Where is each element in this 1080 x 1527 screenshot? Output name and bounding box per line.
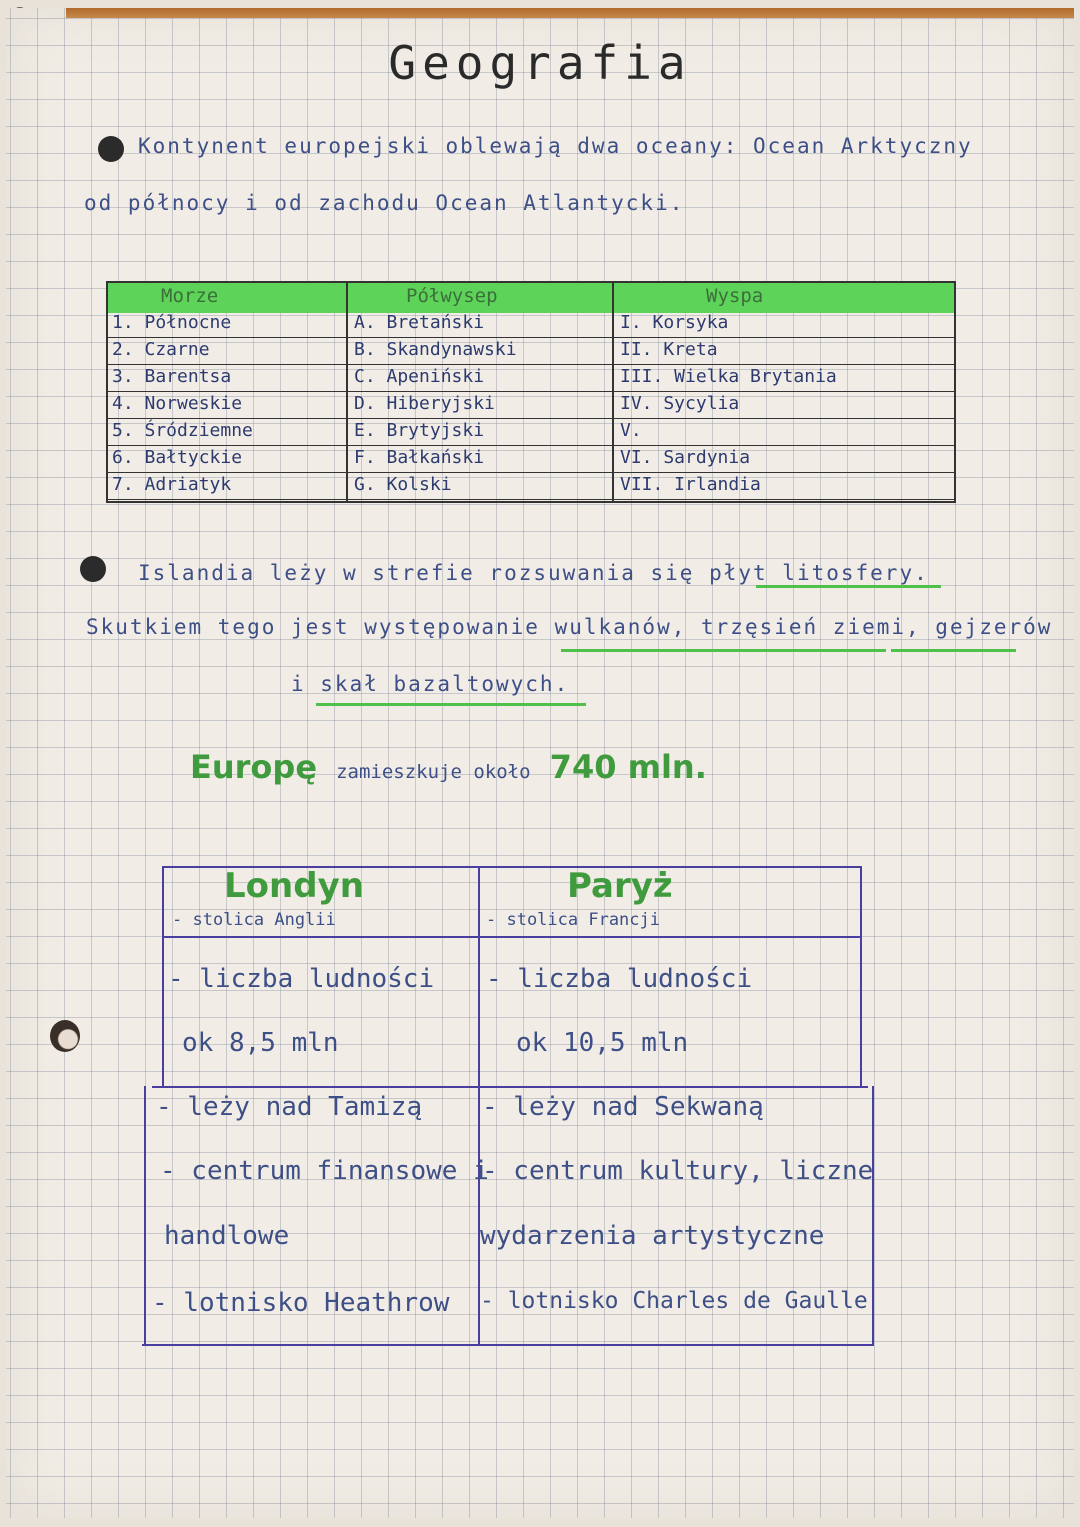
- header-wyspa: Wyspa: [706, 285, 764, 307]
- table-line: [152, 1086, 868, 1088]
- table-row: [106, 392, 954, 419]
- header-morze: Morze: [161, 285, 219, 307]
- city-fact: - lotnisko Heathrow: [152, 1288, 450, 1318]
- header-polwysep: Półwysep: [406, 285, 498, 307]
- table-header-row: [106, 281, 954, 313]
- table-line: [872, 1086, 874, 1346]
- intro-line-2: od północy i od zachodu Ocean Atlantycki.: [84, 191, 685, 215]
- table-cell: IV. Sycylia: [620, 393, 740, 414]
- city-fact: - centrum kultury, liczne: [482, 1156, 874, 1186]
- table-cell: A. Bretański: [354, 312, 485, 333]
- population-line: [190, 748, 707, 786]
- iceland-line-3: i skał bazaltowych.: [291, 672, 570, 696]
- city-pop-label: - liczba ludności: [486, 964, 753, 994]
- city-name-paryz: Paryż: [567, 866, 673, 906]
- table-row: [106, 446, 954, 473]
- table-row: [106, 338, 954, 365]
- population-value: 740 mln.: [549, 748, 707, 786]
- column-divider: [612, 281, 614, 501]
- table-cell: V.: [620, 420, 642, 441]
- population-prefix: Europę: [190, 748, 318, 786]
- city-pop-label: - liczba ludności: [168, 964, 435, 994]
- table-cell: 4. Norweskie: [112, 393, 243, 414]
- table-cell: B. Skandynawski: [354, 339, 517, 360]
- cities-table: [142, 866, 874, 1350]
- iceland-line-2: Skutkiem tego jest występowanie wulkanów, trzęsień ziemi, gejzerów: [86, 615, 1053, 639]
- city-fact: - centrum finansowe i: [160, 1156, 489, 1186]
- iceland-line-1: [138, 561, 929, 585]
- intro-line-1: Kontynent europejski oblewają dwa oceany: Ocean Arktyczny: [138, 134, 973, 158]
- highlight-underline: [316, 703, 586, 706]
- city-fact: handlowe: [164, 1221, 290, 1251]
- table-cell: 2. Czarne: [112, 339, 210, 360]
- page-title: Geografia: [388, 36, 692, 90]
- city-subtitle: - stolica Anglii: [172, 910, 336, 930]
- table-cell: I. Korsyka: [620, 312, 729, 333]
- table-row: [106, 419, 954, 446]
- table-cell: C. Apeniński: [354, 366, 485, 387]
- city-fact: wydarzenia artystyczne: [480, 1221, 825, 1251]
- table-cell: 3. Barentsa: [112, 366, 232, 387]
- table-cell: 1. Północne: [112, 312, 232, 333]
- page-top-edge: [66, 8, 1074, 18]
- table-line: [142, 1344, 872, 1346]
- table-line: [162, 866, 164, 1086]
- table-line: [162, 936, 862, 938]
- table-cell: VI. Sardynia: [620, 447, 751, 468]
- iceland-line-1-text: Islandia leży w strefie rozsuwania się płyt litosfery.: [138, 561, 929, 585]
- highlight-underline: [891, 649, 1016, 652]
- table-cell: III. Wielka Brytania: [620, 366, 837, 387]
- city-pop-value: ok 8,5 mln: [182, 1028, 339, 1058]
- table-row: [106, 311, 954, 338]
- table-line: [860, 866, 862, 1086]
- city-pop-value: ok 10,5 mln: [516, 1028, 689, 1058]
- city-subtitle: - stolica Francji: [486, 910, 660, 930]
- seas-peninsulas-islands-table: [106, 281, 954, 501]
- city-name-londyn: Londyn: [224, 866, 364, 906]
- population-middle: zamieszkuje około: [336, 761, 531, 783]
- table-row: [106, 365, 954, 392]
- table-line: [478, 866, 480, 1346]
- bullet-dot-icon: [80, 556, 106, 582]
- punch-hole: [50, 1020, 80, 1052]
- table-cell: II. Kreta: [620, 339, 718, 360]
- highlight-underline: [706, 649, 886, 652]
- highlight-underline: [561, 649, 721, 652]
- table-cell: G. Kolski: [354, 474, 452, 495]
- table-cell: E. Brytyjski: [354, 420, 485, 441]
- notebook-page: [6, 8, 1074, 1518]
- table-cell: VII. Irlandia: [620, 474, 761, 495]
- bullet-dot-icon: [98, 136, 124, 162]
- highlight-underline: [756, 585, 941, 588]
- table-row: [106, 473, 954, 500]
- city-fact: - leży nad Tamizą: [156, 1092, 423, 1122]
- table-cell: F. Bałkański: [354, 447, 485, 468]
- city-fact: - lotnisko Charles de Gaulle: [480, 1288, 868, 1314]
- city-fact: - leży nad Sekwaną: [482, 1092, 764, 1122]
- table-cell: 6. Bałtyckie: [112, 447, 243, 468]
- table-line: [144, 1086, 146, 1344]
- table-cell: 5. Śródziemne: [112, 420, 253, 441]
- table-cell: 7. Adriatyk: [112, 474, 232, 495]
- table-cell: D. Hiberyjski: [354, 393, 495, 414]
- column-divider: [346, 281, 348, 501]
